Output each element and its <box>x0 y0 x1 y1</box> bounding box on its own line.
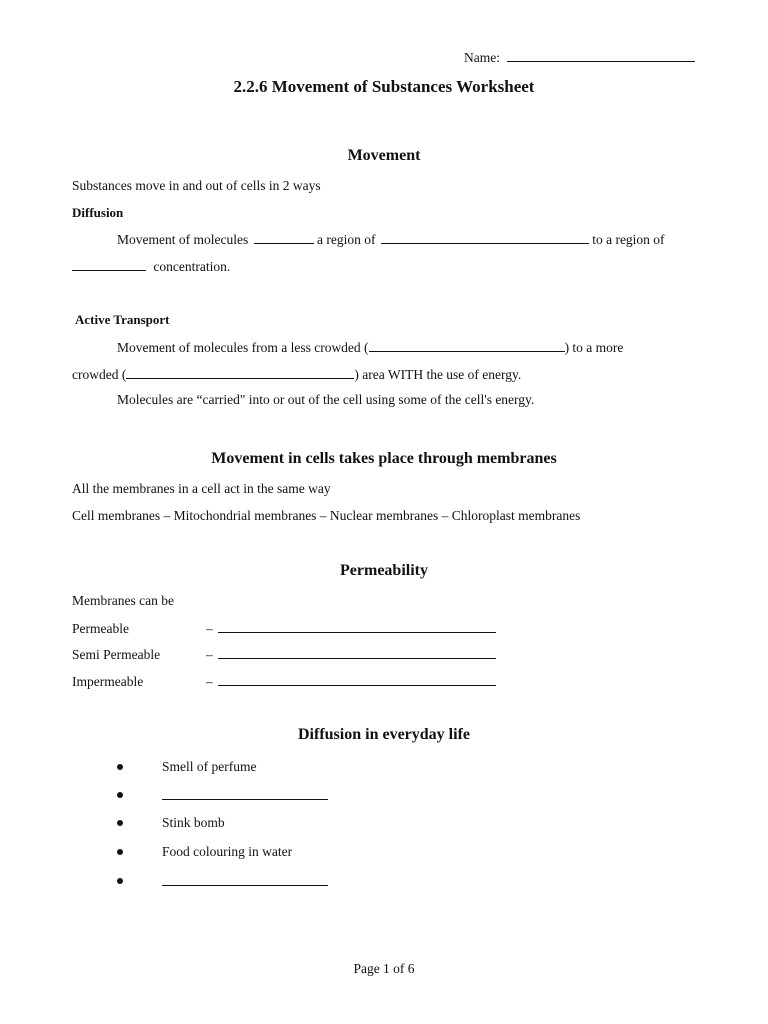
diffusion-text-a: Movement of molecules <box>117 232 249 247</box>
worksheet-title: 2.2.6 Movement of Substances Worksheet <box>233 77 535 96</box>
diffusion-text-d: concentration. <box>153 259 231 274</box>
permeability-row <box>72 647 496 662</box>
permeability-row <box>72 674 496 689</box>
bullet-icon <box>117 792 123 798</box>
page-number: Page 1 of 6 <box>353 961 415 976</box>
active-transport-heading: Active Transport <box>75 312 170 327</box>
active-blank-2[interactable] <box>126 367 354 379</box>
list-item: Food colouring in water <box>162 844 293 859</box>
membranes-heading: Movement in cells takes place through membranes <box>211 450 557 467</box>
active-text-d: ) area WITH the use of energy. <box>354 367 522 382</box>
active-text-b: ) to a more <box>564 340 624 355</box>
movement-intro: Substances move in and out of cells in 2 ways <box>72 178 321 193</box>
diffusion-line-2 <box>72 259 230 274</box>
list-item: Stink bomb <box>162 815 225 830</box>
diffusion-blank-3[interactable] <box>72 259 146 271</box>
name-field <box>464 50 695 65</box>
bullet-icon <box>117 820 123 826</box>
membranes-line-1: All the membranes in a cell act in the same way <box>72 481 331 496</box>
diffusion-text-c: to a region of <box>592 232 665 247</box>
list-item: Smell of perfume <box>162 759 257 774</box>
diffusion-line-1 <box>117 232 665 247</box>
everyday-blank-2[interactable] <box>162 874 328 886</box>
permeability-intro: Membranes can be <box>72 593 174 608</box>
everyday-blank-1[interactable] <box>162 788 328 800</box>
active-transport-line-3: Molecules are “carried" into or out of the cell using some of the cell's energy. <box>117 392 535 407</box>
active-transport-line-2 <box>72 367 521 382</box>
permeability-label: Semi Permeable <box>72 647 161 662</box>
diffusion-blank-2[interactable] <box>381 232 589 244</box>
permeable-blank[interactable] <box>218 621 496 633</box>
permeability-dash: – <box>206 674 213 689</box>
membranes-line-2: Cell membranes – Mitochondrial membranes – Nuclear membranes – Chloroplast membranes <box>72 508 581 523</box>
permeability-label: Impermeable <box>72 674 144 689</box>
everyday-heading: Diffusion in everyday life <box>298 726 470 743</box>
permeability-row <box>72 621 496 636</box>
impermeable-blank[interactable] <box>218 674 496 686</box>
permeability-heading: Permeability <box>340 562 428 579</box>
bullet-icon <box>117 849 123 855</box>
semi-permeable-blank[interactable] <box>218 647 496 659</box>
active-text-c: crowded ( <box>72 367 127 382</box>
bullet-icon <box>117 764 123 770</box>
name-blank[interactable] <box>507 50 695 62</box>
permeability-dash: – <box>206 647 213 662</box>
active-transport-line-1 <box>117 340 623 355</box>
name-label: Name: <box>464 50 500 65</box>
diffusion-heading: Diffusion <box>72 205 124 220</box>
movement-heading: Movement <box>347 147 421 164</box>
active-text-a: Movement of molecules from a less crowded ( <box>117 340 369 355</box>
active-blank-1[interactable] <box>369 340 565 352</box>
diffusion-blank-1[interactable] <box>254 232 314 244</box>
bullet-icon <box>117 878 123 884</box>
list-item-blank <box>162 874 328 889</box>
permeability-label: Permeable <box>72 621 129 636</box>
diffusion-text-b: a region of <box>316 232 376 247</box>
permeability-dash: – <box>206 621 213 636</box>
list-item-blank <box>162 788 328 803</box>
